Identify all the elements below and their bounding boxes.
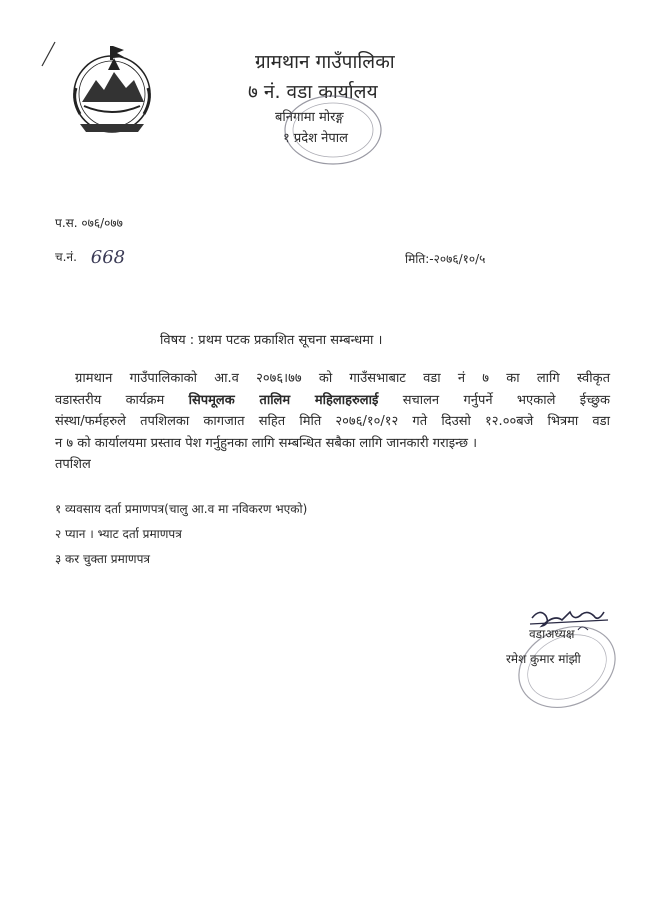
body-line: संस्था/फर्महरुले तपशिलका कागजात सहित मिति २०७६/१०/१२ गते दिउसो १२.००बजे भित्रमा वडा: [55, 414, 610, 429]
office-location: बनिगामा मोरङ्ग: [275, 110, 344, 125]
office-province: १ प्रदेश नेपाल: [283, 131, 348, 146]
dispatch-number: 668: [90, 247, 126, 268]
nepal-emblem-icon: [62, 40, 162, 140]
signatory-name: रमेश कुमार मांझी: [506, 652, 581, 666]
municipality-name: ग्रामथान गाउँपालिका: [255, 51, 395, 73]
tapsil-heading: तपशिल: [55, 457, 91, 472]
list-item: १ व्यवसाय दर्ता प्रमाणपत्र(चालु आ.व मा नविकरण भएको): [55, 502, 308, 516]
letter-body: [55, 368, 610, 476]
office-name: ७ नं. वडा कार्यालय: [248, 81, 378, 103]
body-text: ग्रामथान गाउँपालिकाको आ.व २०७६।७७ को गाउँसभाबाट वडा नं ७ का लागि स्वीकृत: [75, 371, 610, 386]
fiscal-year-ref: प.स. ०७६/०७७: [55, 216, 123, 230]
body-line: [55, 368, 610, 390]
letter-date: मिति:-२०७६/१०/५: [405, 252, 486, 266]
body-text: वडास्तरीय कार्यक्रम: [55, 392, 165, 408]
body-line: [55, 390, 610, 412]
dispatch-label: च.नं.: [55, 250, 77, 264]
program-name: सिपमूलक तालिम महिलाहरुलाई: [188, 392, 379, 408]
signatory-designation: वडाअध्यक्ष: [529, 627, 575, 641]
list-item: २ प्यान । भ्याट दर्ता प्रमाणपत्र: [55, 527, 182, 541]
body-text: सचालन गर्नुपर्ने भएकाले ईच्छुक: [402, 392, 611, 408]
dispatch-ref: [55, 247, 125, 268]
office-stamp-icon: [283, 88, 393, 168]
letter-subject: विषय : प्रथम पटक प्रकाशित सूचना सम्बन्धमा ।: [160, 333, 383, 348]
scan-mark: [40, 40, 58, 68]
list-item: ३ कर चुक्ता प्रमाणपत्र: [55, 552, 151, 566]
body-line: न ७ को कार्यालयमा प्रस्ताव पेश गर्नुहुनका लागि सम्बन्धित सबैका लागि जानकारी गराइन्छ ।: [55, 435, 477, 451]
document-list: [55, 497, 307, 572]
